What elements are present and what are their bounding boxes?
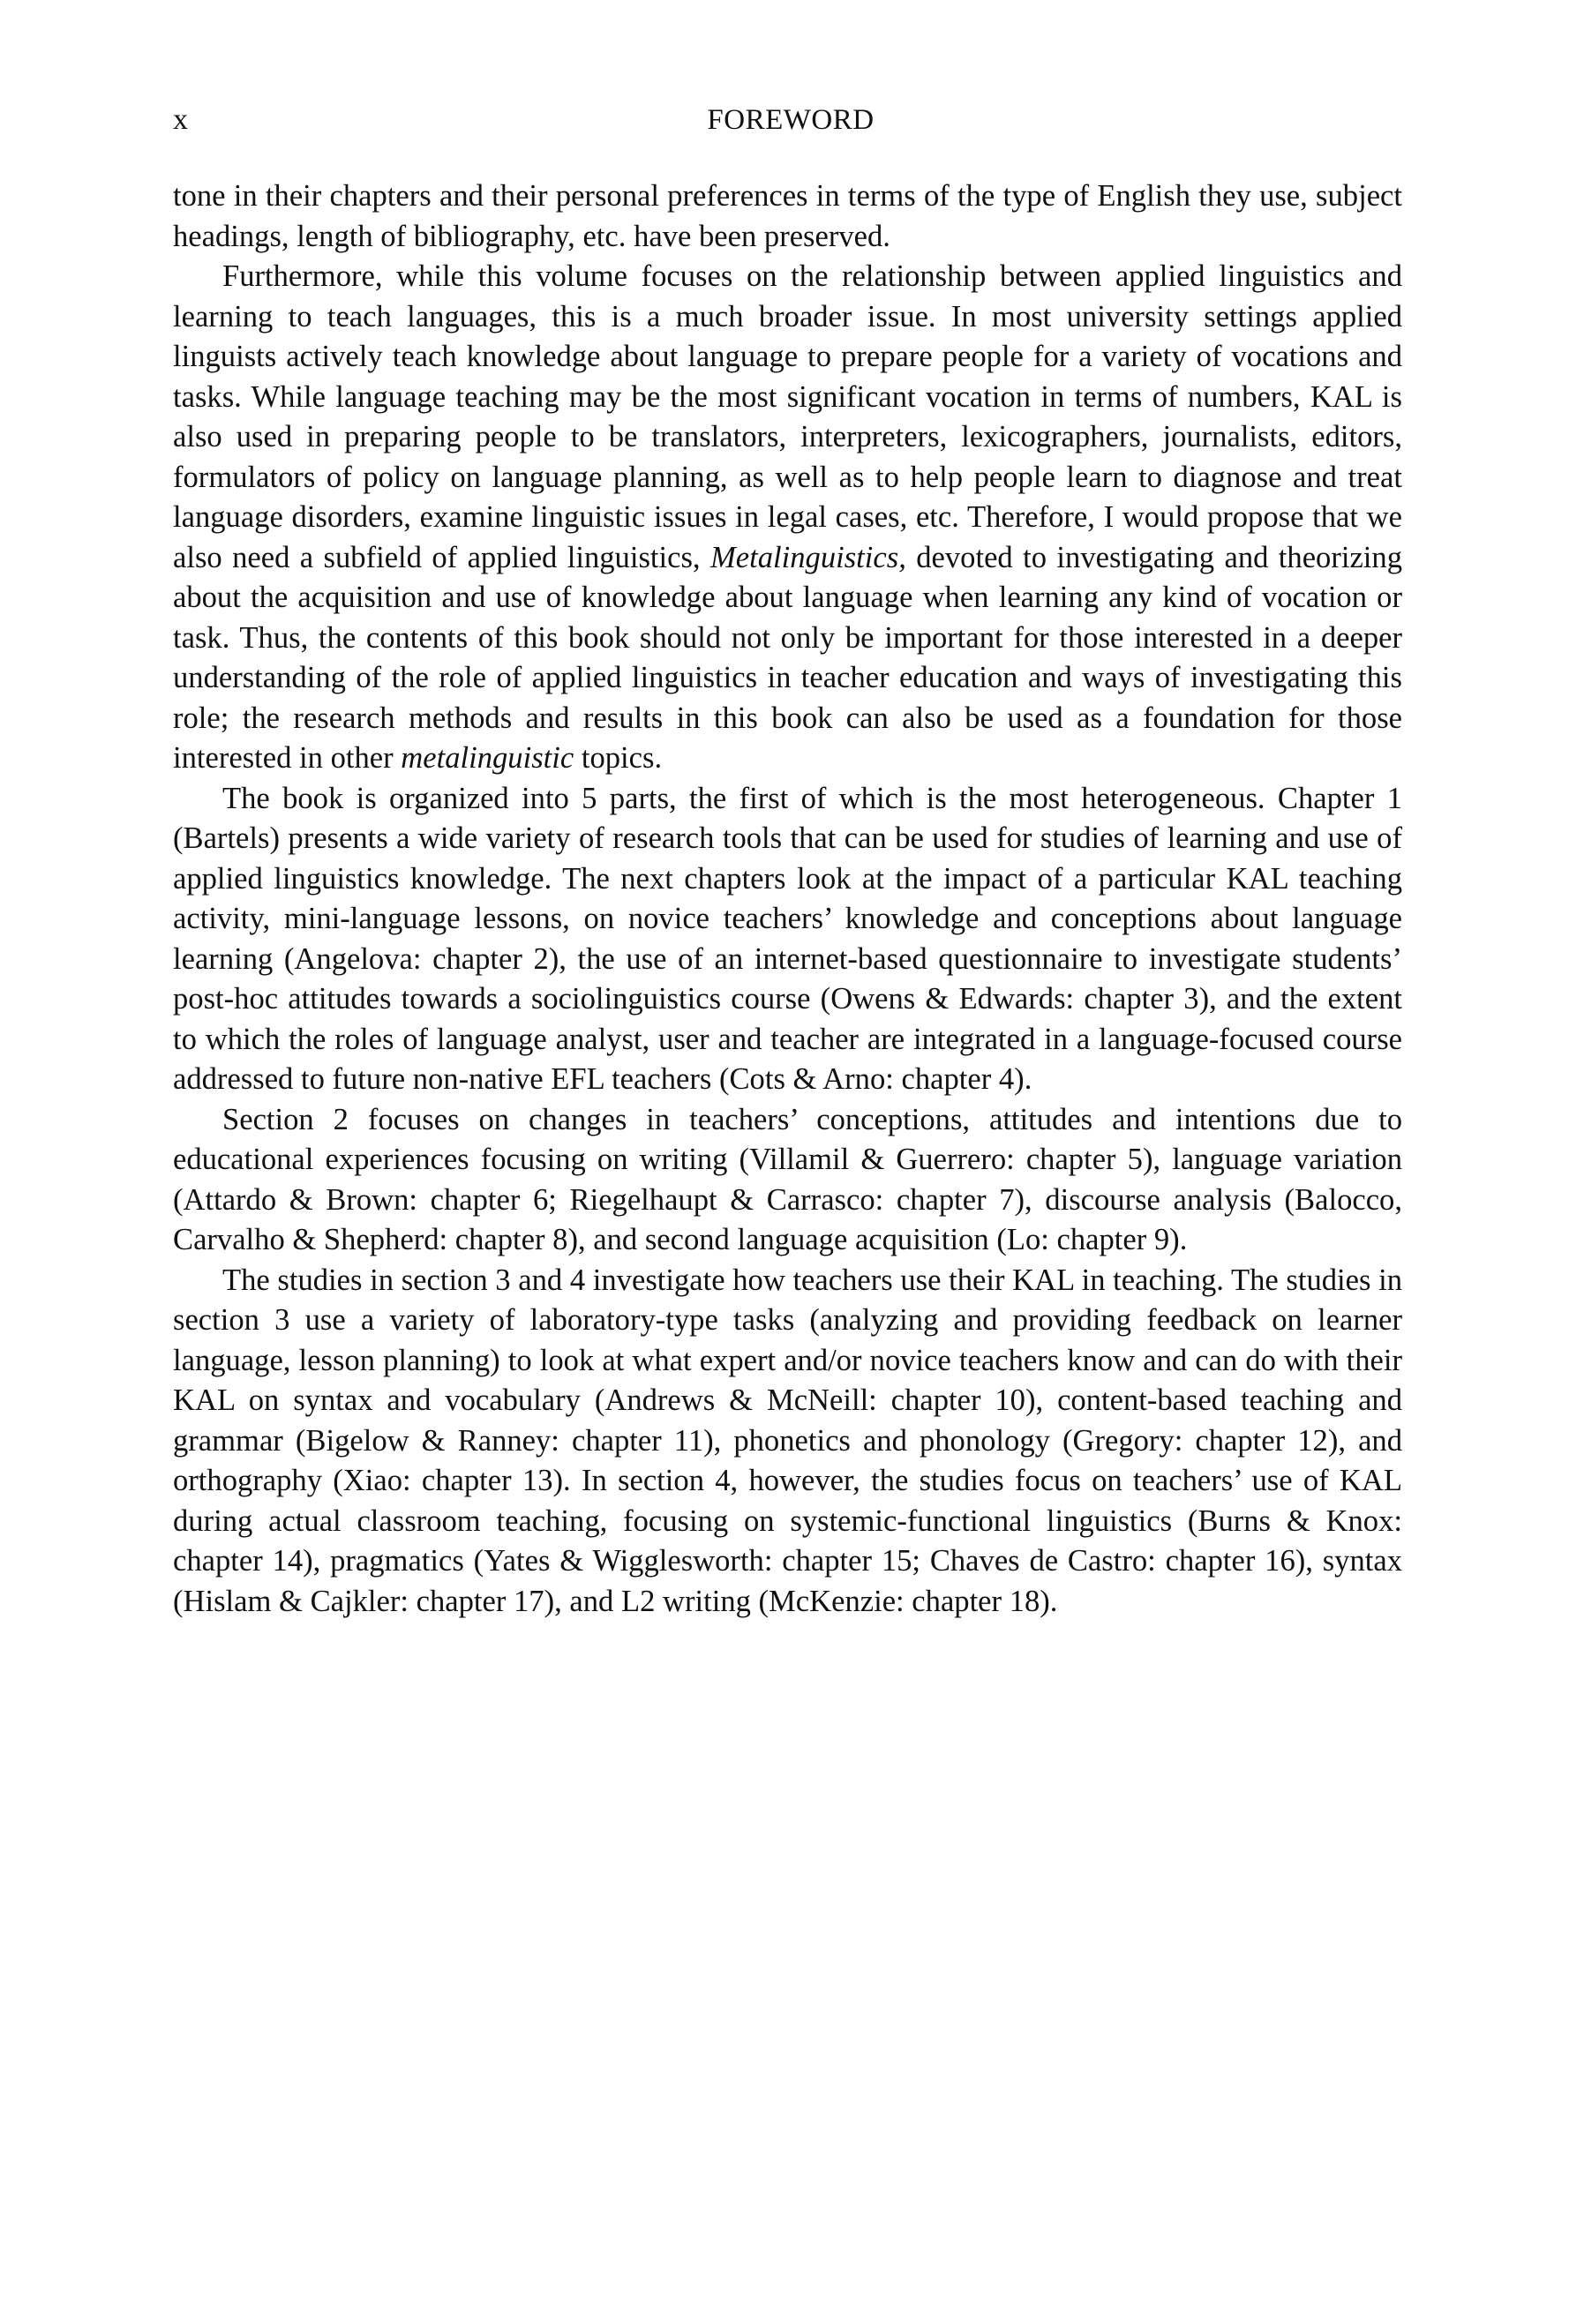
paragraph-text: Furthermore, while this volume focuses on the relationship between applied linguistics and learning to teach languages, this is a much broader issue. In most university settings applied linguists actively teach knowledge about language to prepare people for a variety of vocations and tasks. While language teaching may be the most significant vocation in terms of numbers, KAL is also used in preparing people to be translators, interpreters, lexicographers, journalists, editors, formulators of policy on language planning, as well as to help people learn to diagnose and treat language disorders, examine linguistic issues in legal cases, etc. Therefore, I would propose that we also need a subfield of applied linguistics,: [173, 259, 1402, 574]
paragraph-book-organization: The book is organized into 5 parts, the first of which is the most heterogeneous. Chapter 1 (Bartels) presents a wide variety of research tools that can be used for studies of learning and use of applied linguistics knowledge. The next chapters look at the impact of a particular KAL teaching activity, mini-language lessons, on novice teachers’ knowledge and conceptions about language learning (Angelova: chapter 2), the use of an internet-based questionnaire to investigate students’ post-hoc attitudes towards a sociolinguistics course (Owens & Edwards: chapter 3), and the extent to which the roles of language analyst, user and teacher are integrated in a language-focused course addressed to future non-native EFL teachers (Cots & Arno: chapter 4).: [173, 781, 1402, 1096]
paragraph-sections-3-4: The studies in section 3 and 4 investigate how teachers use their KAL in teaching. The studies in section 3 use a variety of laboratory-type tasks (analyzing and providing feedback on learner language, lesson planning) to look at what expert and/or novice teachers know and can do with their KAL on syntax and vocabulary (Andrews & McNeill: chapter 10), content-based teaching and grammar (Bigelow & Ranney: chapter 11), phonetics and phonology (Gregory: chapter 12), and orthography (Xiao: chapter 13). In section 4, however, the studies focus on teachers’ use of KAL during actual classroom teaching, focusing on systemic-functional linguistics (Burns & Knox: chapter 14), pragmatics (Yates & Wigglesworth: chapter 15; Chaves de Castro: chapter 16), syntax (Hislam & Cajkler: chapter 17), and L2 writing (McKenzie: chapter 18).: [173, 1263, 1402, 1618]
paragraph-continuation: tone in their chapters and their personal preferences in terms of the type of English they use, subject headings, length of bibliography, etc. have been preserved.: [173, 179, 1402, 253]
running-head: [173, 95, 1408, 145]
paragraph-text: devoted to investigating and theorizing about the acquisition and use of knowledge about language when learning any kind of vocation or task. Thus, the contents of this book should not only be important for those interested in a deeper understanding of the role of applied linguistics in teacher education and ways of investigating this role; the research methods and results in this book can also be used as a foundation for those interested in other: [173, 540, 1402, 775]
paragraph-metalinguistics: [173, 257, 1402, 779]
italic-term-metalinguistic: metalinguistic: [401, 741, 574, 775]
paragraph-section-2: Section 2 focuses on changes in teachers’ conceptions, attitudes and intentions due to educational experiences focusing on writing (Villamil & Guerrero: chapter 5), language variation (Attardo & Brown: chapter 6; Riegelhaupt & Carrasco: chapter 7), discourse analysis (Balocco, Carvalho & Shepherd: chapter 8), and second language acquisition (Lo: chapter 9).: [173, 1102, 1402, 1256]
section-title: FOREWORD: [707, 104, 875, 136]
paragraph-text: topics.: [574, 741, 663, 775]
page-number: x: [173, 103, 188, 136]
body-text: [173, 176, 1402, 1622]
italic-term-metalinguistics: Metalinguistics,: [709, 540, 906, 574]
